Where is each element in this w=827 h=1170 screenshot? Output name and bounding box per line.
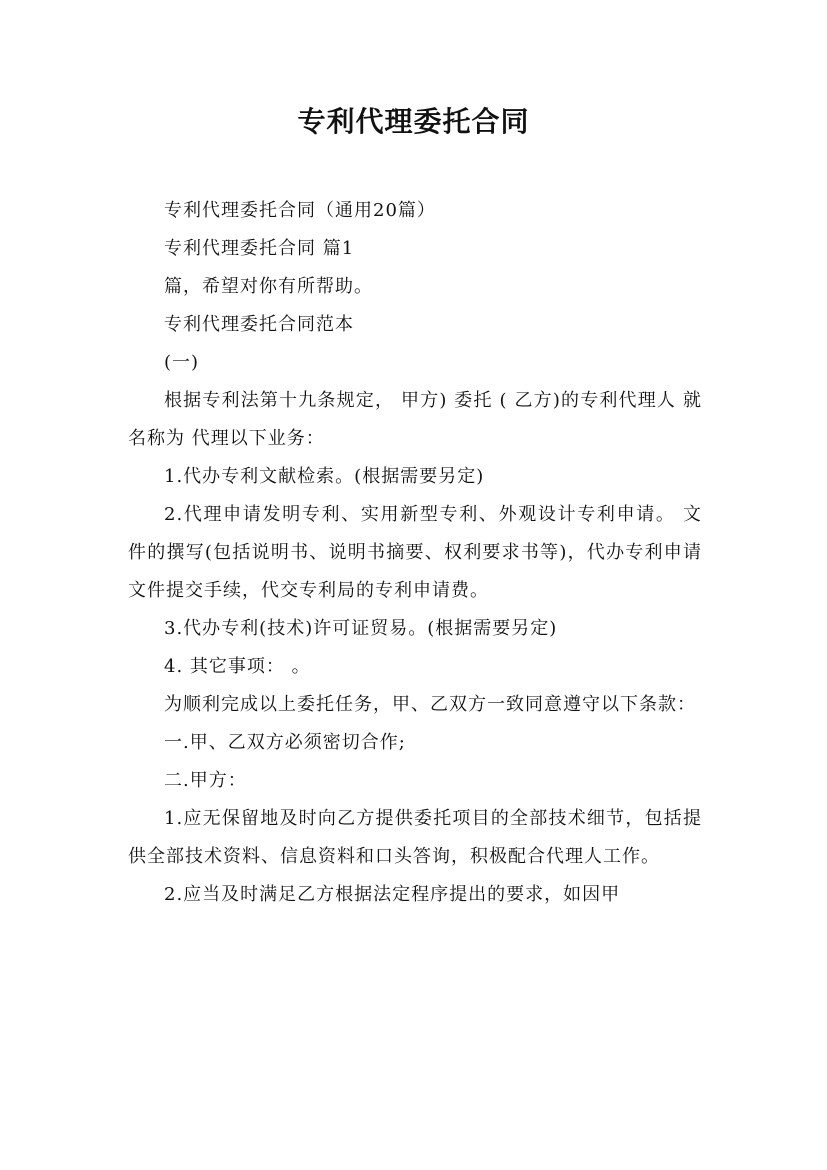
paragraph: 专利代理委托合同（通用20篇）: [164, 200, 436, 221]
paragraph: 二.甲方：: [164, 770, 247, 791]
paragraph: (一): [164, 352, 200, 373]
paragraph: 一.甲、乙双方必须密切合作;: [164, 732, 406, 753]
paragraph: 篇，希望对你有所帮助。: [164, 276, 373, 297]
paragraph: 1.代办专利文献检索。(根据需要另定): [164, 466, 485, 487]
paragraph: 为顺利完成以上委托任务，甲、乙双方一致同意遵守以下条款：: [164, 694, 696, 715]
paragraph: 1.应无保留地及时向乙方提供委托项目的全部技术细节，包括提供全部技术资料、信息资料和口头答询，积极配合代理人工作。: [128, 808, 702, 867]
paragraph: 专利代理委托合同 篇1: [164, 238, 355, 259]
paragraph: 4. 其它事项： 。: [164, 656, 311, 677]
paragraph: 专利代理委托合同范本: [164, 314, 354, 335]
document-body: [128, 192, 702, 914]
paragraph: 3.代办专利(技术)许可证贸易。(根据需要另定): [164, 618, 558, 639]
paragraph: 2.代理申请发明专利、实用新型专利、外观设计专利申请。 文件的撰写(包括说明书、说明书摘要、权利要求书等)，代办专利申请文件提交手续，代交专利局的专利申请费。: [128, 504, 702, 601]
paragraph: 2.应当及时满足乙方根据法定程序提出的要求，如因甲: [164, 884, 621, 905]
document-title: 专利代理委托合同: [297, 105, 530, 138]
paragraph: 根据专利法第十九条规定， 甲方) 委托 ( 乙方)的专利代理人 就名称为 代理以下业务：: [128, 390, 702, 449]
